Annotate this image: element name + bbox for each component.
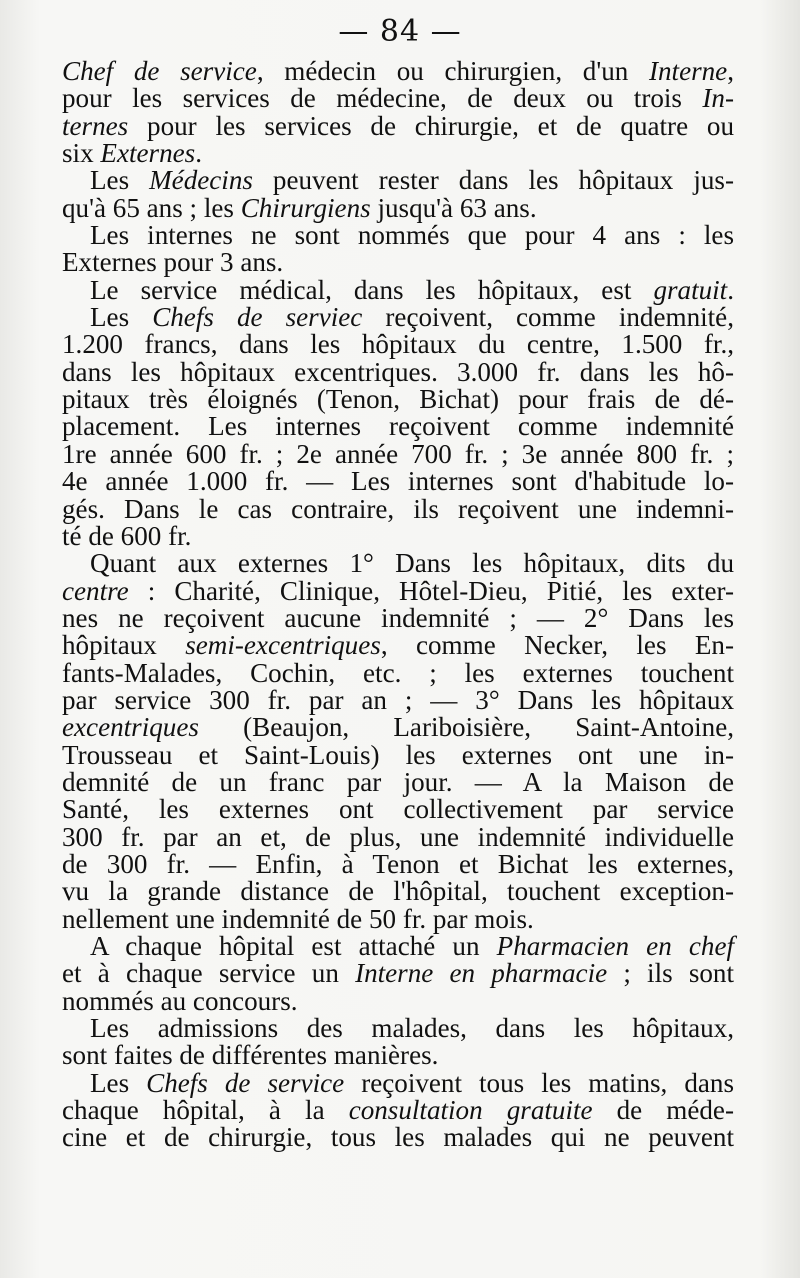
text-segment: par service 300 fr. par an ; — 3° Dans les hôpitaux xyxy=(62,684,734,715)
text-segment: de 300 fr. — Enfin, à Tenon et Bichat les externes, xyxy=(62,848,734,879)
text-segment: A chaque hôpital est attaché un xyxy=(90,931,497,961)
text-segment: gés. Dans le cas contraire, ils reçoivent une indemni- xyxy=(62,493,734,524)
text-line xyxy=(62,110,734,141)
text-segment: cine et de chirurgie, tous les malades qui ne peuvent xyxy=(62,1122,734,1153)
text-segment: 4e année 1.000 fr. — Les internes sont d'habitude lo- xyxy=(62,466,734,497)
text-segment: Le service médical, dans les hôpitaux, est xyxy=(90,274,654,305)
text-line xyxy=(62,331,734,358)
text-line xyxy=(62,985,734,1016)
text-line xyxy=(62,575,734,606)
text-line xyxy=(62,1015,734,1042)
text-line xyxy=(62,714,734,741)
text-line xyxy=(62,167,734,194)
italic-text: Pharmacien en chef xyxy=(496,931,734,961)
text-segment: , comme Necker, les En- xyxy=(380,630,734,661)
text-segment: Trousseau et Saint-Louis) les externes ont une in- xyxy=(62,739,734,770)
text-segment: de méde- xyxy=(592,1095,734,1126)
text-segment: pitaux très éloignés (Tenon, Bichat) pour frais de dé- xyxy=(62,384,734,415)
text-line xyxy=(62,520,734,551)
text-line xyxy=(62,413,734,440)
text-line xyxy=(62,903,734,934)
text-line xyxy=(62,58,734,85)
text-segment: , médecin ou chirurgien, d'un xyxy=(256,56,649,86)
text-segment: pour les services de chirurgie, et de quatre ou xyxy=(128,110,734,141)
text-segment: . xyxy=(727,274,734,305)
text-segment: vu la grande distance de l'hôpital, touchent exception- xyxy=(62,876,734,907)
text-segment: pour les services de médecine, de deux ou trois xyxy=(62,83,703,114)
text-segment: six xyxy=(62,138,101,169)
text-segment: 1.200 francs, dans les hôpitaux du centre, 1.500 fr., xyxy=(62,329,734,360)
text-line xyxy=(62,1097,734,1124)
text-segment: 1re année 600 fr. ; 2e année 700 fr. ; 3e année 800 fr. ; xyxy=(62,438,734,469)
text-line xyxy=(62,140,734,167)
italic-text: Interne en pharmacie xyxy=(355,958,608,989)
italic-text: Chirurgiens xyxy=(240,192,371,223)
text-line xyxy=(62,878,734,905)
text-line xyxy=(62,739,734,770)
text-segment: Les internes ne sont nommés que pour 4 ans : les xyxy=(90,220,734,251)
text-line xyxy=(62,550,734,577)
text-line xyxy=(62,274,734,305)
text-line xyxy=(62,657,734,688)
text-segment: nes ne reçoivent aucune indemnité ; — 2° Dans les xyxy=(62,602,734,633)
text-line xyxy=(62,632,734,659)
text-segment: nellement une indemnité de 50 fr. par mois. xyxy=(62,903,534,934)
text-line xyxy=(62,222,734,249)
italic-text: consultation gratuite xyxy=(348,1095,593,1126)
text-line xyxy=(62,249,734,276)
text-segment: nommés au concours. xyxy=(62,985,298,1016)
text-segment: Les xyxy=(90,165,150,196)
text-segment: qu'à 65 ans ; les xyxy=(62,192,241,223)
text-line xyxy=(62,933,734,960)
text-segment: : Charité, Clinique, Hôtel-Dieu, Pitié, les exter- xyxy=(128,575,734,606)
italic-text: Chefs de serviec xyxy=(152,302,363,333)
text-segment: demnité de un franc par jour. — A la Maison de xyxy=(62,766,734,797)
text-line xyxy=(62,468,734,495)
text-line xyxy=(62,1067,734,1098)
text-segment: sont faites de différentes manières. xyxy=(62,1040,439,1071)
text-line xyxy=(62,192,734,223)
text-segment: (Beaujon, Lariboisière, Saint-Antoine, xyxy=(198,712,734,743)
text-line xyxy=(62,493,734,524)
text-line xyxy=(62,304,734,331)
italic-text: In- xyxy=(702,83,734,114)
page-text xyxy=(62,58,734,1152)
text-segment: ; ils sont xyxy=(607,958,734,989)
text-segment: 300 fr. par an et, de plus, une indemnité individuelle xyxy=(62,821,734,852)
text-line xyxy=(62,766,734,797)
text-segment: Les xyxy=(90,302,153,333)
text-segment: chaque hôpital, à la xyxy=(62,1095,349,1126)
page-number: — 84 — xyxy=(338,14,462,49)
text-line xyxy=(62,684,734,715)
text-line xyxy=(62,796,734,823)
text-line xyxy=(62,386,734,413)
italic-text: ternes xyxy=(62,110,129,141)
text-line xyxy=(62,848,734,879)
text-segment: hôpitaux xyxy=(62,630,186,661)
text-segment: Les xyxy=(90,1067,147,1098)
italic-text: Externes xyxy=(100,138,196,169)
text-segment: Les admissions des malades, dans les hôpitaux, xyxy=(90,1013,734,1044)
italic-text: gratuit xyxy=(653,274,728,305)
text-segment: peuvent rester dans les hôpitaux jus- xyxy=(252,165,734,196)
text-line xyxy=(62,1124,734,1151)
italic-text: Interne xyxy=(648,56,728,86)
text-line xyxy=(62,438,734,469)
italic-text: Chef de service xyxy=(62,56,257,86)
text-line xyxy=(62,960,734,987)
text-segment: , xyxy=(727,56,734,86)
italic-text: Chefs de service xyxy=(146,1067,345,1098)
italic-text: centre xyxy=(62,575,129,606)
text-segment: jusqu'à 63 ans. xyxy=(370,192,537,223)
text-line xyxy=(62,821,734,852)
text-segment: té de 600 fr. xyxy=(62,520,192,551)
text-line xyxy=(62,1042,734,1069)
italic-text: semi-excentriques xyxy=(185,630,381,661)
text-line xyxy=(62,602,734,633)
text-segment: Externes pour 3 ans. xyxy=(62,247,284,278)
text-line xyxy=(62,85,734,112)
text-segment: fants-Malades, Cochin, etc. ; les externes touchent xyxy=(62,657,734,688)
text-segment: dans les hôpitaux excentriques. 3.000 fr. dans les hô- xyxy=(62,356,734,387)
text-segment: reçoivent, comme indemnité, xyxy=(362,302,734,333)
text-segment: et à chaque service un xyxy=(62,958,356,989)
text-segment: Quant aux externes 1° Dans les hôpitaux, dits du xyxy=(90,548,734,579)
text-segment: . xyxy=(195,138,202,169)
text-line xyxy=(62,356,734,387)
italic-text: excentriques xyxy=(62,712,199,743)
text-segment: reçoivent tous les matins, dans xyxy=(344,1067,734,1098)
italic-text: Médecins xyxy=(149,165,253,196)
text-segment: Santé, les externes ont collectivement par service xyxy=(62,794,734,825)
text-segment: placement. Les internes reçoivent comme indemnité xyxy=(62,411,734,442)
